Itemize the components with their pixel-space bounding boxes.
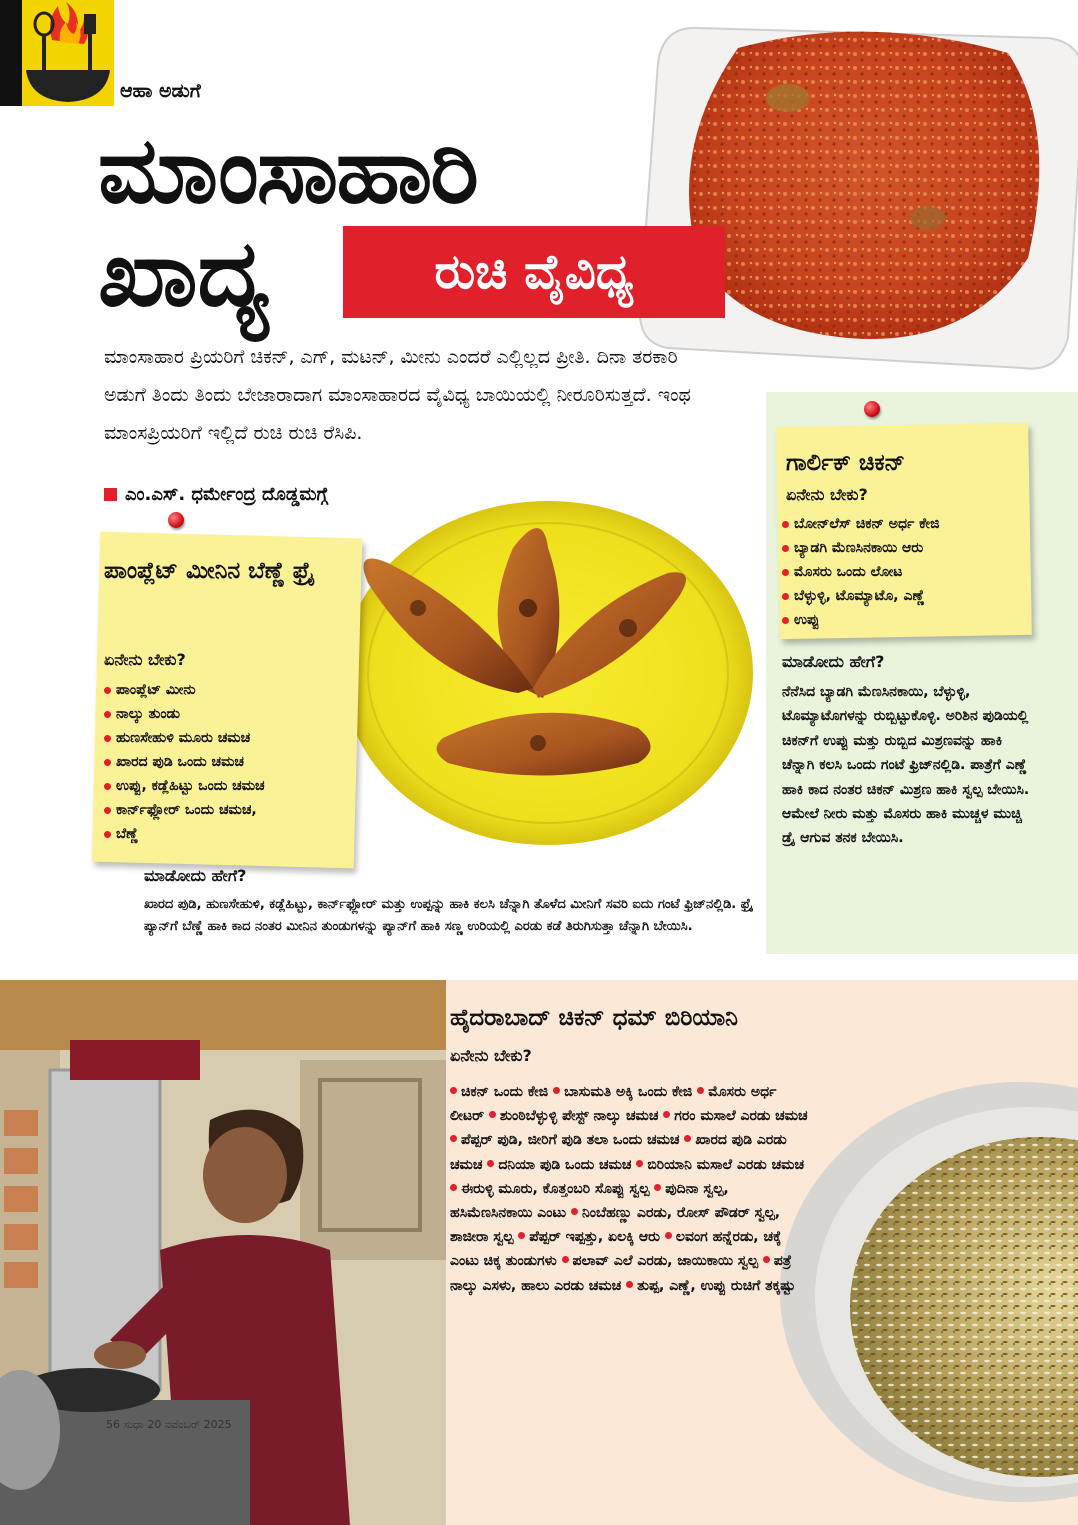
pushpin-icon <box>168 512 184 528</box>
list-item: ನಾಲ್ಕು ತುಂಡು <box>104 702 265 726</box>
list-item: ನಿಂಬೆಹಣ್ಣು ಎರಡು, ರೋಸ್ ಪೌಡರ್ ಸ್ವಲ್ಪ, ಶಾಜೀರಾ ಸ್ವಲ್ಪ <box>450 1205 781 1246</box>
list-item: ಕಾರ್ನ್‌ಫ್ಲೋರ್ ಒಂದು ಚಮಚ, <box>104 798 265 822</box>
garlic-chicken-photo <box>628 8 1078 378</box>
list-item: ಮೊಸರು ಒಂದು ಲೋಟ <box>782 560 939 584</box>
list-item: ತುಪ್ಪ, ಎಣ್ಣೆ, ಉಪ್ಪು ರುಚಿಗೆ ತಕ್ಕಷ್ಟು <box>626 1278 795 1294</box>
list-item: ಖಾರದ ಪುಡಿ ಎರಡು ಚಮಚ <box>450 1132 787 1173</box>
garlic-method-text: ನೆನೆಸಿದ ಬ್ಯಾಡಗಿ ಮೆಣಸಿನಕಾಯಿ, ಬೆಳ್ಳುಳ್ಳಿ, ಟೊಮ್ಯಾಟೊಗಳನ್ನು ರುಬ್ಬಿಟ್ಟುಕೊಳ್ಳಿ. ಅರಿಶಿನ ಪುಡಿಯಲ್ಲಿ ಚಿಕನ್‌ಗೆ ಉಪ್ಪು ಮತ್ತು ರುಬ್ಬಿದ ಮಿಶ್ರಣವನ್ನು ಹಾಕಿ ಚೆನ್ನಾಗಿ ಕಲಸಿ ಒಂದು ಗಂಟೆ ಫ್ರಿಜ್‌ನಲ್ಲಿಡಿ. ಪಾತ್ರೆಗೆ ಎಣ್ಣೆ ಹಾಕಿ ಕಾದ ನಂತರ ಚಿಕನ್ ಮಿಶ್ರಣ ಹಾಕಿ ಸ್ವಲ್ಪ ಬೇಯಿಸಿ. ಆಮೇಲೆ ನೀರು ಮತ್ತು ಮೊಸರು ಹಾಕಿ ಮುಚ್ಚಳ ಮುಚ್ಚಿ ಡ್ರೈ ಆಗುವ ತನಕ ಬೇಯಿಸಿ. <box>782 684 1030 847</box>
list-item: ಖಾರದ ಪುಡಿ ಒಂದು ಚಮಚ <box>104 750 265 774</box>
list-item: ಪೆಪ್ಪರ್ ಇಪ್ಪತ್ತು, ಏಲಕ್ಕಿ ಆರು <box>518 1229 665 1245</box>
cooking-pot-icon <box>22 0 114 106</box>
pomfret-ingredients-heading: ಏನೇನು ಬೇಕು? <box>104 650 186 669</box>
list-item: ಲವಂಗ ಹನ್ನೆರಡು, ಚಕ್ಕೆ ಎಂಟು ಚಿಕ್ಕ ತುಂಡುಗಳು <box>450 1229 782 1270</box>
biryani-ingredients-heading: ಏನೇನು ಬೇಕು? <box>450 1046 532 1065</box>
garlic-method-heading: ಮಾಡೋದು ಹೇಗೆ? <box>782 652 885 671</box>
list-item: ಪೆಪ್ಪರ್ ಪುಡಿ, ಜೀರಿಗೆ ಪುಡಿ ತಲಾ ಒಂದು ಚಮಚ <box>450 1132 684 1148</box>
list-item: ಚಿಕನ್ ಒಂದು ಕೇಜಿ <box>450 1084 553 1100</box>
intro-paragraph: ಮಾಂಸಾಹಾರ ಪ್ರಿಯರಿಗೆ ಚಿಕನ್, ಎಗ್, ಮಟನ್, ಮೀನು ಎಂದರೆ ಎಲ್ಲಿಲ್ಲದ ಪ್ರೀತಿ. ದಿನಾ ತರಕಾರಿ ಅಡುಗೆ ತಿಂದು ತಿಂದು ಬೇಜಾರಾದಾಗ ಮಾಂಸಾಹಾರದ ವೈವಿಧ್ಯ ಬಾಯಿಯಲ್ಲಿ ನೀರೂರಿಸುತ್ತದೆ. ಇಂಥ ಮಾಂಸಪ್ರಿಯರಿಗೆ ಇಲ್ಲಿದೆ ರುಚಿ ರುಚಿ ರೆಸಿಪಿ. <box>104 346 691 444</box>
biryani-title: ಹೈದರಾಬಾದ್ ಚಿಕನ್ ಧಮ್ ಬಿರಿಯಾನಿ <box>450 1005 738 1031</box>
list-item: ಉಪ್ಪು <box>782 608 939 632</box>
list-item: ಉಪ್ಪು, ಕಡ್ಲೆಹಿಟ್ಟು ಒಂದು ಚಮಚ <box>104 774 265 798</box>
list-item: ಮೊಸರು ಅರ್ಧ ಲೀಟರ್ <box>450 1084 777 1125</box>
list-item: ಬೆಣ್ಣೆ <box>104 822 265 846</box>
pomfret-ingredient-list <box>104 678 265 846</box>
section-logo <box>0 0 114 106</box>
headline-line-2: ಖಾದ್ಯ <box>98 220 270 327</box>
biryani-ingredient-list <box>450 1080 810 1298</box>
headline-highlight-text: ರುಚಿ ವೈವಿಧ್ಯ <box>434 243 634 300</box>
list-item: ಪುದಿನಾ ಸ್ವಲ್ಪ, ಹಸಿಮೆಣಸಿನಕಾಯಿ ಎಂಟು <box>450 1180 729 1222</box>
garlic-chicken-title: ಗಾರ್ಲಿಕ್ ಚಿಕನ್ <box>786 450 905 476</box>
biryani-photo <box>780 1082 1078 1502</box>
list-item: ಬ್ಯಾಡಗಿ ಮೆಣಸಿನಕಾಯಿ ಆರು <box>782 536 939 560</box>
pomfret-method-text: ಖಾರದ ಪುಡಿ, ಹುಣಸೇಹುಳಿ, ಕಡ್ಲೆಹಿಟ್ಟು, ಕಾರ್ನ್‌ಫ್ಲೋರ್ ಮತ್ತು ಉಪ್ಪನ್ನು ಹಾಕಿ ಕಲಸಿ ಚೆನ್ನಾಗಿ ತೊಳೆದ ಮೀನಿಗೆ ಸವರಿ ಐದು ಗಂಟೆ ಫ್ರಿಜ್‌ನಲ್ಲಿಡಿ. ಫ್ರೈ ಪ್ಯಾನ್‌ಗೆ ಬೆಣ್ಣೆ ಹಾಕಿ ಕಾದ ನಂತರ ಮೀನಿನ ತುಂಡುಗಳನ್ನು ಪ್ಯಾನ್‌ಗೆ ಹಾಕಿ ಸಣ್ಣ ಉರಿಯಲ್ಲಿ ಎರಡು ಕಡೆ ತಿರುಗಿಸುತ್ತಾ ಚೆನ್ನಾಗಿ ಬೇಯಿಸಿ. <box>144 897 754 934</box>
byline-marker-icon <box>104 488 117 501</box>
pomfret-fry-photo <box>338 488 758 848</box>
list-item: ಪಲಾವ್ ಎಲೆ ಎರಡು, ಜಾಯಿಕಾಯಿ ಸ್ವಲ್ಪ <box>562 1253 763 1269</box>
list-item: ಬಾಸುಮತಿ ಅಕ್ಕಿ ಒಂದು ಕೇಜಿ <box>553 1084 697 1100</box>
cook-photo <box>0 980 446 1525</box>
list-item: ಬಿರಿಯಾನಿ ಮಸಾಲೆ ಎರಡು ಚಮಚ <box>636 1157 804 1173</box>
list-item: ಗರಂ ಮಸಾಲೆ ಎರಡು ಚಮಚ <box>663 1108 807 1124</box>
list-item: ಪಾಂಪ್ಲೆಟ್ ಮೀನು <box>104 678 265 702</box>
garlic-ingredient-list <box>782 512 939 632</box>
pushpin-icon <box>864 401 880 417</box>
byline <box>104 484 328 505</box>
list-item: ಈರುಳ್ಳಿ ಮೂರು, ಕೊತ್ತಂಬರಿ ಸೊಪ್ಪು ಸ್ವಲ್ಪ <box>450 1181 654 1197</box>
section-label: ಆಹಾ ಅಡುಗೆ <box>120 80 201 102</box>
list-item: ದನಿಯಾ ಪುಡಿ ಒಂದು ಚಮಚ <box>487 1157 636 1173</box>
list-item: ಹುಣಸೇಹುಳಿ ಮೂರು ಚಮಚ <box>104 726 265 750</box>
page-footer: 56 ಸುಧಾ 20 ನವೆಂಬರ್ 2025 <box>106 1418 232 1431</box>
list-item: ಪತ್ರೆ ನಾಲ್ಕು ಎಸಳು, ಹಾಲು ಎರಡು ಚಮಚ <box>450 1253 792 1294</box>
headline-highlight-box <box>343 226 725 318</box>
list-item: ಶುಂಠಿಬೆಳ್ಳುಳ್ಳಿ ಪೇಸ್ಟ್ ನಾಲ್ಕು ಚಮಚ <box>489 1108 663 1124</box>
headline-line-1: ಮಾಂಸಾಹಾರಿ <box>98 117 477 224</box>
pomfret-method-heading: ಮಾಡೋದು ಹೇಗೆ? <box>144 866 247 885</box>
pomfret-title: ಪಾಂಪ್ಲೆಟ್ ಮೀನಿನ ಬೆಣ್ಣೆ ಫ್ರೈ <box>104 558 315 584</box>
list-item: ಬೋನ್‌ಲೆಸ್ ಚಿಕನ್ ಅರ್ಧ ಕೇಜಿ <box>782 512 939 536</box>
list-item: ಬೆಳ್ಳುಳ್ಳಿ, ಟೊಮ್ಯಾಟೊ, ಎಣ್ಣೆ <box>782 584 939 608</box>
byline-author: ಎಂ.ಎಸ್. ಧರ್ಮೇಂದ್ರ ದೊಡ್ಡಮಗ್ಗೆ <box>125 484 328 505</box>
garlic-ingredients-heading: ಏನೇನು ಬೇಕು? <box>786 485 868 504</box>
